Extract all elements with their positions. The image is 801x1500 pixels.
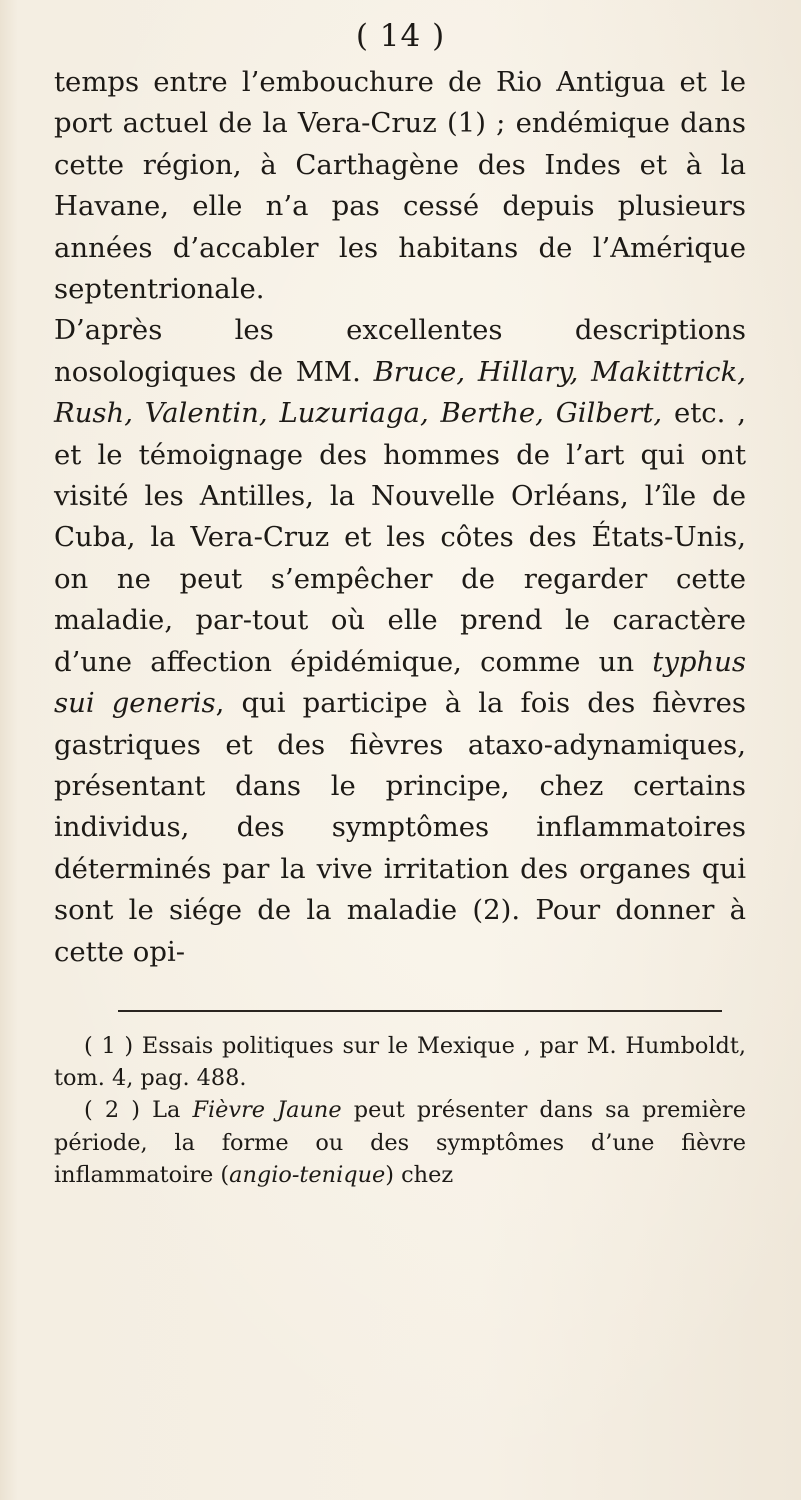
footnotes [54, 1030, 746, 1191]
page-number: ( 14 ) [355, 18, 446, 54]
footnote-2-mid: peut présenter dans sa première période, la forme ou des symptômes d’une fièvre inflammatoire ( [54, 1097, 746, 1188]
footnote-2-lead: ( 2 ) La [84, 1097, 193, 1124]
footnote-2 [54, 1094, 746, 1191]
footnote-1: ( 1 ) Essais politiques sur le Mexique , par M. Humboldt, tom. 4, pag. 488. [54, 1033, 746, 1092]
body-text [54, 62, 746, 973]
paragraph-2 [54, 310, 746, 973]
paragraph-2-lead: D’après les excellentes descriptions nosologiques de MM. [54, 314, 746, 388]
footnote-2-tail: ) chez [385, 1161, 454, 1188]
author-names: Bruce, Hillary, Makittrick, Rush, Valentin, Luzuriaga, Berthe, Gilbert, [54, 355, 746, 430]
footnote-2-term: Fièvre Jaune [192, 1097, 342, 1124]
paragraph-1: temps entre l’embouchure de Rio Antigua et le port actuel de la Vera-Cruz (1) ; endémique dans cette région, à Carthagène des Indes et à la Havane, elle n’a pas cessé depuis plusieurs années d’accabler les habitans de l’Amérique septentrionale. [54, 66, 746, 306]
footnote-2-term2: angio-tenique [229, 1161, 386, 1188]
paragraph-2-tail: , qui participe à la fois des fièvres gastriques et des fièvres ataxo-adynamiques, présentant dans le principe, chez certains individus, des symptômes inflammatoires déterminés par la vive irritation des organes qui sont le siége de la maladie (2). Pour donner à cette opi- [54, 687, 747, 968]
paragraph-2-mid: etc. , et le témoignage des hommes de l’art qui ont visité les Antilles, la Nouvelle Orléans, l’île de Cuba, la Vera-Cruz et les côtes des États-Unis, on ne peut s’empêcher de regarder cette maladie, par-tout où elle prend le caractère d’une affection épidémique, comme un [54, 397, 746, 678]
footnote-divider [118, 1010, 722, 1012]
latin-term: typhus sui generis [54, 645, 746, 720]
